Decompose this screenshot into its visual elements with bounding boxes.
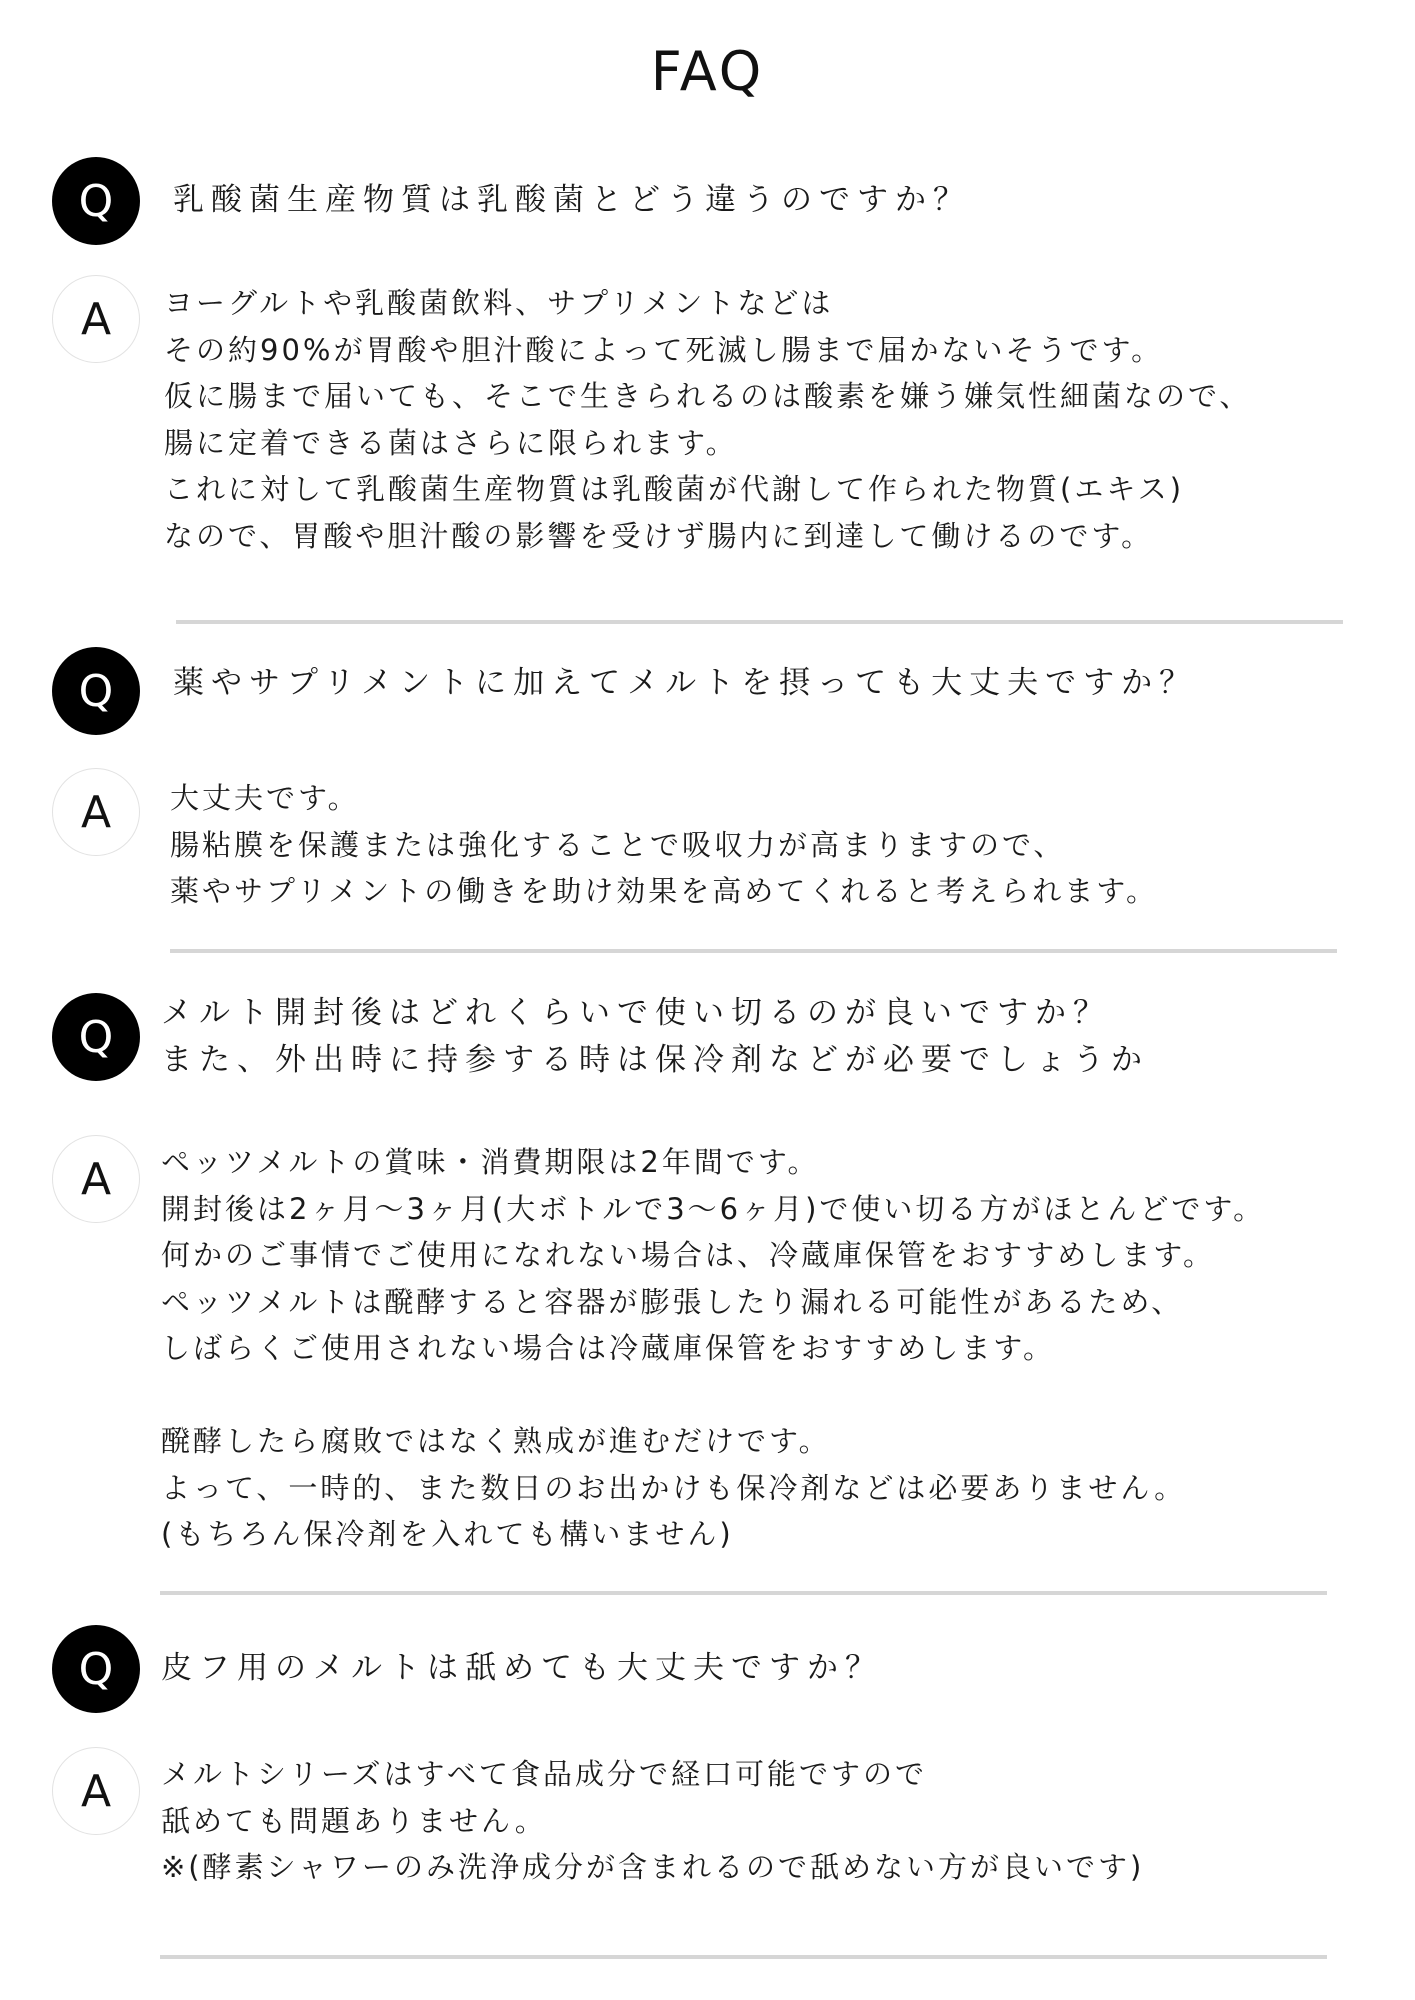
question-line: 乳酸菌生産物質は乳酸菌とどう違うのですか？ <box>173 182 971 218</box>
answer-line: 何かのご事情でご使用になれない場合は、冷蔵庫保管をおすすめします。 <box>161 1238 1215 1272</box>
answer-line: ペッツメルトの賞味・消費期限は2年間です。 <box>161 1145 820 1179</box>
answer-text <box>164 280 1251 559</box>
answer-line: 大丈夫です。 <box>170 781 360 815</box>
answer-line: 腸粘膜を保護または強化することで吸収力が高まりますので、 <box>170 827 1066 862</box>
answer-text <box>161 1139 1265 1558</box>
section-divider <box>160 1591 1327 1595</box>
answer-line: ペッツメルトは醗酵すると容器が膨張したり漏れる可能性があるため、 <box>161 1284 1184 1319</box>
section-divider <box>170 949 1337 953</box>
question-badge: Q <box>52 1625 140 1713</box>
answer-line: 開封後は2ヶ月〜3ヶ月(大ボトルで3〜6ヶ月)で使い切る方がほとんどです。 <box>161 1191 1266 1226</box>
question-badge: Q <box>52 993 140 1081</box>
question-text <box>173 660 1197 707</box>
answer-line: ヨーグルトや乳酸菌飲料、サプリメントなどは <box>164 286 834 320</box>
answer-line <box>161 1372 1265 1419</box>
answer-line: 仮に腸まで届いても、そこで生きられるのは酸素を嫌う嫌気性細菌なので、 <box>164 379 1252 413</box>
answer-line: これに対して乳酸菌生産物質は乳酸菌が代謝して作られた物質(エキス) <box>164 472 1185 506</box>
answer-text <box>161 1751 1144 1891</box>
answer-text <box>170 775 1158 915</box>
answer-badge: A <box>52 768 140 856</box>
question-line: メルト開封後はどれくらいで使い切るのが良いですか？ <box>161 995 1111 1031</box>
answer-line: その約90%が胃酸や胆汁酸によって死滅し腸まで届かないそうです。 <box>164 332 1164 367</box>
answer-line: 腸に定着できる菌はさらに限られます。 <box>164 425 738 460</box>
answer-line: 醗酵したら腐敗ではなく熟成が進むだけです。 <box>161 1424 831 1458</box>
question-text <box>173 177 971 224</box>
answer-line: よって、一時的、また数日のお出かけも保冷剤などは必要ありません。 <box>161 1470 1187 1505</box>
answer-line: なので、胃酸や胆汁酸の影響を受けず腸内に到達して働けるのです。 <box>164 518 1154 553</box>
answer-badge: A <box>52 1747 140 1835</box>
question-badge: Q <box>52 647 140 735</box>
answer-badge: A <box>52 1135 140 1223</box>
answer-line: メルトシリーズはすべて食品成分で経口可能ですので <box>161 1757 927 1791</box>
question-line: また、外出時に持参する時は保冷剤などが必要でしょうか <box>161 1042 1149 1078</box>
question-text <box>161 990 1149 1084</box>
question-badge: Q <box>52 157 140 245</box>
answer-line: (もちろん保冷剤を入れても構いません) <box>161 1517 734 1551</box>
answer-line: ※(酵素シャワーのみ洗浄成分が含まれるので舐めない方が良いです) <box>161 1850 1145 1884</box>
page-title: FAQ <box>650 40 765 103</box>
question-text <box>161 1645 883 1692</box>
question-line: 皮フ用のメルトは舐めても大丈夫ですか？ <box>161 1650 883 1686</box>
answer-line: 薬やサプリメントの働きを助け効果を高めてくれると考えられます。 <box>170 874 1158 908</box>
answer-line: 舐めても問題ありません。 <box>161 1803 547 1838</box>
section-divider <box>160 1955 1327 1959</box>
section-divider <box>176 620 1343 624</box>
question-line: 薬やサプリメントに加えてメルトを摂っても大丈夫ですか？ <box>173 665 1198 701</box>
answer-line: しばらくご使用されない場合は冷蔵庫保管をおすすめします。 <box>161 1331 1055 1365</box>
answer-badge: A <box>52 275 140 363</box>
